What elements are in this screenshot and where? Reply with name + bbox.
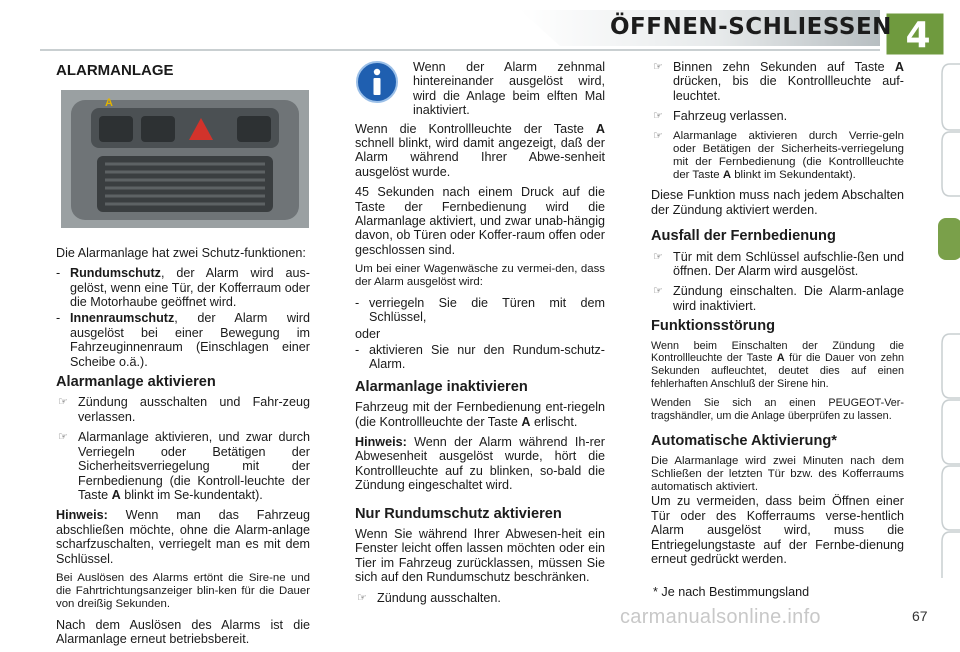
siren-note: Bei Auslösen des Alarms ertönt die Sire-ne und die Fahrtrichtungsanzeiger blin-ken für die Dauer von dreißig Sekunden. (56, 571, 310, 611)
paragraph: Wenn die Kontrollleuchte der Taste A schnell blinkt, wird damit angezeigt, daß der Alarm während Ihrer Abwe-senheit ausgelöst wurde. (355, 121, 605, 179)
paragraph: Diese Funktion muss nach jedem Abschalten der Zündung aktiviert werden. (651, 188, 904, 217)
column-left (56, 60, 310, 652)
pointing-hand-icon: ☞ (653, 285, 663, 298)
column-right (651, 60, 904, 605)
chapter-number: 4 (905, 15, 931, 56)
pointing-hand-icon: ☞ (357, 591, 367, 604)
step-item: ☞ Zündung ausschalten. (357, 590, 501, 605)
hint-paragraph: Hinweis: Wenn der Alarm während Ih-rer Abwesenheit ausgelöst wurde, hört die Kontrollleuchte auf zu blinken, so-bald die Zündung eingeschaltet wird. (355, 434, 605, 493)
step-item: ☞ Alarmanlage aktivieren durch Verrie-geln oder Betätigen der Sicherheits-verriegelung mit der Fernbedienung (die Kontrollleuchte der Taste A blinkt im Sekundentakt). (653, 129, 904, 182)
footnote: * Je nach Bestimmungsland (653, 584, 810, 599)
intro-text: Die Alarmanlage hat zwei Schutz-funktionen: (56, 245, 306, 260)
paragraph: Um bei einer Wagenwäsche zu vermei-den, dass der Alarm ausgelöst wird: (355, 263, 605, 289)
active-chapter-tab (938, 218, 960, 260)
paragraph: Fahrzeug mit der Fernbedienung ent-riegeln (die Kontrollleuchte der Taste A erlischt. (355, 400, 605, 429)
paragraph: Um zu vermeiden, dass beim Öffnen einer Tür oder des Kofferraums verse-hentlich Alarm ausgelöst wird, muss die Entriegelungstaste auf der Fernbe-dienung erneut gedrückt werden. (651, 494, 904, 567)
section-heading-malfunction: Funktionsstörung (651, 318, 776, 335)
dash-item: - verriegeln Sie die Türen mit dem Schlüssel, (355, 295, 605, 325)
paragraph: Die Alarmanlage wird zwei Minuten nach dem Schließen der letzten Tür bzw. des Kofferraums automatisch aktiviert. (651, 454, 904, 494)
step-item: ☞ Zündung ausschalten und Fahr-zeug verlassen. (58, 395, 310, 424)
info-icon (355, 60, 399, 104)
photo-label-a: A (105, 97, 113, 110)
section-heading-deactivate: Alarmanlage inaktivieren (355, 378, 528, 395)
dash-item: - aktivieren Sie nur den Rundum-schutz-Alarm. (355, 342, 605, 372)
alarm-button-a (99, 116, 133, 142)
pointing-hand-icon: ☞ (653, 129, 663, 142)
paragraph: Wenden Sie sich an einen PEUGEOT-Ver-tragshändler, um die Anlage überprüfen zu lassen. (651, 396, 904, 422)
step-item: ☞ Fahrzeug verlassen. (653, 109, 788, 124)
function-item: - Innenraumschutz, der Alarm wird ausgelöst bei einer Bewegung im Fahrzeuginnenraum (Einschlagen einer Scheibe o.ä.). (56, 311, 310, 369)
watermark: carmanualsonline.info (620, 606, 821, 628)
chapter-side-tabs (920, 62, 960, 582)
section-heading-alarmanlage: ALARMANLAGE (56, 62, 174, 79)
function-item: - Rundumschutz, der Alarm wird aus-gelöst, wenn eine Tür, der Kofferraum oder die Motorhaube geöffnet wird. (56, 266, 310, 310)
dashboard-photo (61, 90, 309, 228)
info-box (355, 60, 605, 118)
paragraph: Wenn beim Einschalten der Zündung die Kontrollleuchte der Taste A für die Dauer von zehn Sekunden aufleuchtet, deutet dies auf einen fehlerhaften Anschluß der Sirene hin. (651, 339, 905, 391)
pointing-hand-icon: ☞ (653, 110, 663, 123)
pointing-hand-icon: ☞ (58, 396, 68, 409)
info-text: Wenn der Alarm zehnmal hintereinander ausgelöst wird, wird die Anlage beim elften Mal inaktiviert. (413, 60, 605, 118)
step-item: ☞ Alarmanlage aktivieren, und zwar durch Verriegeln oder Betätigen der Sicherheitsverriegelung mit der Fernbedienung (die Kontroll-leuchte der Taste A blinkt im Se-kundentakt). (58, 430, 310, 502)
step-item: ☞ Tür mit dem Schlüssel aufschlie-ßen und öffnen. Der Alarm wird ausgelöst. (653, 249, 904, 279)
page-header (0, 0, 960, 60)
section-heading-perimeter: Nur Rundumschutz aktivieren (355, 505, 562, 522)
hint-paragraph: Hinweis: Wenn man das Fahrzeug abschließen möchte, ohne die Alarm-anlage scharfzuschalten, verriegelt man es mit dem Schlüssel. (56, 508, 310, 566)
paragraph: 45 Sekunden nach einem Druck auf die Taste der Fernbedienung wird die Alarmanlage aktiviert, und zwar unab-hängig davon, ob Türen oder Koffer-raum offen oder geschlossen sind. (355, 185, 605, 257)
pointing-hand-icon: ☞ (58, 431, 68, 444)
pointing-hand-icon: ☞ (653, 250, 663, 263)
section-heading-auto-activation: Automatische Aktivierung* (651, 433, 837, 450)
step-item: ☞ Zündung einschalten. Die Alarm-anlage wird inaktiviert. (653, 284, 904, 313)
page-number: 67 (912, 608, 928, 624)
final-note: Nach dem Auslösen des Alarms ist die Alarmanlage erneut betriebsbereit. (56, 617, 310, 646)
oder-text: oder (355, 326, 381, 341)
pointing-hand-icon: ☞ (653, 61, 663, 73)
paragraph: Wenn Sie während Ihrer Abwesen-heit ein Fenster leicht offen lassen möchten oder ein Tier im Fahrzeug zurücklassen, müssen Sie sich auf den Rundumschutz beschränken. (355, 526, 605, 585)
section-heading-remote-failure: Ausfall der Fernbedienung (651, 228, 836, 245)
section-heading-activate: Alarmanlage aktivieren (56, 374, 216, 391)
chapter-title: ÖFFNEN-SCHLIESSEN (610, 14, 892, 40)
column-middle (355, 60, 605, 611)
step-item: ☞ Binnen zehn Sekunden auf Taste A drücken, bis die Kontrollleuchte auf-leuchtet. (653, 60, 904, 103)
